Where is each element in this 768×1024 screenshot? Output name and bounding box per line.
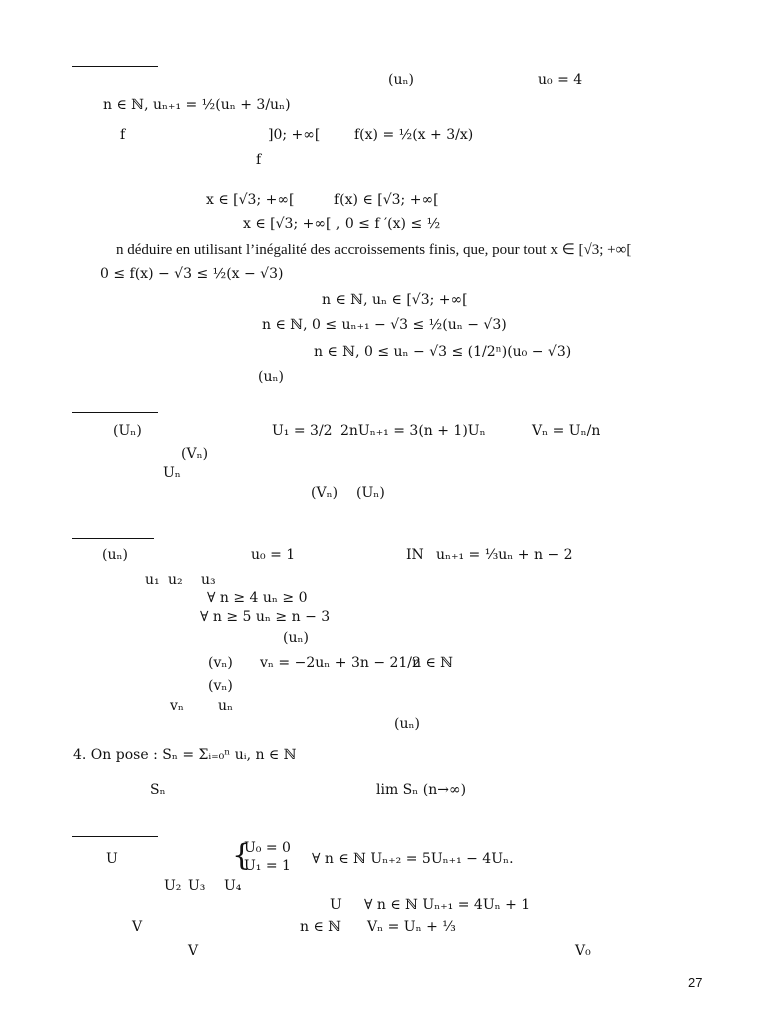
ex1-u0: u₀ = 4	[538, 72, 583, 88]
ex3-q1-u3: u₃	[201, 572, 216, 588]
ex3-q3-v-definition: vₙ = −2uₙ + 3n − 21/2	[260, 655, 421, 671]
ex3-recurrence: uₙ₊₁ = ⅓uₙ + n − 2	[436, 547, 573, 563]
ex3-q3-vn-2: (vₙ)	[208, 678, 233, 694]
ex3-q3-un: uₙ	[218, 698, 234, 714]
ex1-q4c: n ∈ ℕ, 0 ≤ uₙ − √3 ≤ (1/2ⁿ)(u₀ − √3)	[314, 344, 572, 360]
ex3-u0: u₀ = 1	[251, 547, 296, 563]
ex3-q3-n-in-N: n ∈ ℕ	[412, 655, 454, 671]
exercise-1-heading-rule	[72, 66, 158, 67]
ex4-init-u0: U₀ = 0	[244, 840, 291, 856]
ex1-q4a: n ∈ ℕ, uₙ ∈ [√3; +∞[	[322, 292, 468, 308]
ex4-q1-u4: U₄	[224, 878, 242, 894]
ex3-q4-limit: lim Sₙ (n→∞)	[376, 782, 467, 798]
ex3-in: IN	[406, 547, 424, 563]
ex3-q1-u2: u₂	[168, 572, 183, 588]
ex2-q3-vn: (Vₙ)	[311, 485, 339, 501]
exercise-2-heading-rule	[72, 412, 158, 413]
ex2-q2-un: Uₙ	[163, 465, 181, 481]
ex3-q1-u1: u₁	[145, 572, 160, 588]
ex3-q3-un-2: (uₙ)	[394, 716, 420, 732]
ex4-q3-n-in-N: n ∈ ℕ	[300, 919, 342, 935]
ex2-q1-vn: (Vₙ)	[181, 446, 209, 462]
ex3-sequence-name: (uₙ)	[102, 547, 128, 563]
page-number: 27	[688, 975, 703, 990]
ex4-q3-v-definition: Vₙ = Uₙ + ⅓	[367, 919, 456, 935]
ex2-q3-un: (Uₙ)	[356, 485, 385, 501]
ex4-recurrence: ∀ n ∈ ℕ Uₙ₊₂ = 5Uₙ₊₁ − 4Uₙ.	[312, 851, 514, 867]
ex1-q3-inequality: 0 ≤ f(x) − √3 ≤ ½(x − √3)	[100, 266, 284, 282]
ex3-q3-vn-3: vₙ	[170, 698, 184, 714]
ex4-q3-v: V	[132, 919, 143, 935]
ex3-q4-sum-definition: 4. On pose : Sₙ = Σᵢ₌₀ⁿ uᵢ, n ∈ ℕ	[73, 747, 297, 763]
ex2-u1: U₁ = 3/2	[272, 423, 333, 439]
ex3-q3-vn: (vₙ)	[208, 655, 233, 671]
ex3-q2c: (uₙ)	[283, 630, 309, 646]
ex1-q3-statement: n déduire en utilisant l’inégalité des accroissements finis, que, pour tout x ∈ [√3; +∞[	[116, 242, 632, 258]
ex4-system-brace: {	[232, 838, 252, 873]
ex4-u: U	[106, 851, 118, 867]
exercise-3-heading-rule	[72, 538, 154, 539]
ex2-recurrence: 2nUₙ₊₁ = 3(n + 1)Uₙ	[340, 423, 486, 439]
ex2-v-definition: Vₙ = Uₙ/n	[532, 423, 601, 439]
ex1-q2-derivative-bound: x ∈ [√3; +∞[ , 0 ≤ f ′(x) ≤ ½	[243, 216, 441, 232]
ex1-f-definition: f(x) = ½(x + 3/x)	[354, 127, 474, 143]
ex1-f-label-2: f	[256, 152, 262, 168]
ex4-init-u1: U₁ = 1	[244, 858, 291, 874]
ex1-f-label: f	[120, 127, 126, 143]
ex1-q1-fx-interval: f(x) ∈ [√3; +∞[	[334, 192, 439, 208]
ex1-q5: (uₙ)	[258, 369, 284, 385]
ex4-q3-v0: V₀	[575, 943, 591, 959]
ex1-sequence-name: (uₙ)	[388, 72, 414, 88]
exercise-4-heading-rule	[72, 836, 158, 837]
ex3-q2a: ∀ n ≥ 4 uₙ ≥ 0	[207, 590, 308, 606]
ex1-recurrence: n ∈ ℕ, uₙ₊₁ = ½(uₙ + 3/uₙ)	[103, 97, 291, 113]
ex3-q4-sn: Sₙ	[150, 782, 166, 798]
ex4-q2-recurrence: ∀ n ∈ ℕ Uₙ₊₁ = 4Uₙ + 1	[364, 897, 531, 913]
ex1-q1-x-interval: x ∈ [√3; +∞[	[206, 192, 295, 208]
ex1-interval: ]0; +∞[	[268, 127, 321, 143]
ex2-sequence-name: (Uₙ)	[113, 423, 142, 439]
ex4-q1-u2: U₂	[164, 878, 182, 894]
ex1-q4b: n ∈ ℕ, 0 ≤ uₙ₊₁ − √3 ≤ ½(uₙ − √3)	[262, 317, 507, 333]
ex3-q2b: ∀ n ≥ 5 uₙ ≥ n − 3	[200, 609, 331, 625]
ex4-q1-u3: U₃	[188, 878, 206, 894]
ex4-q3-v-2: V	[188, 943, 199, 959]
ex4-q2-u: U	[330, 897, 342, 913]
